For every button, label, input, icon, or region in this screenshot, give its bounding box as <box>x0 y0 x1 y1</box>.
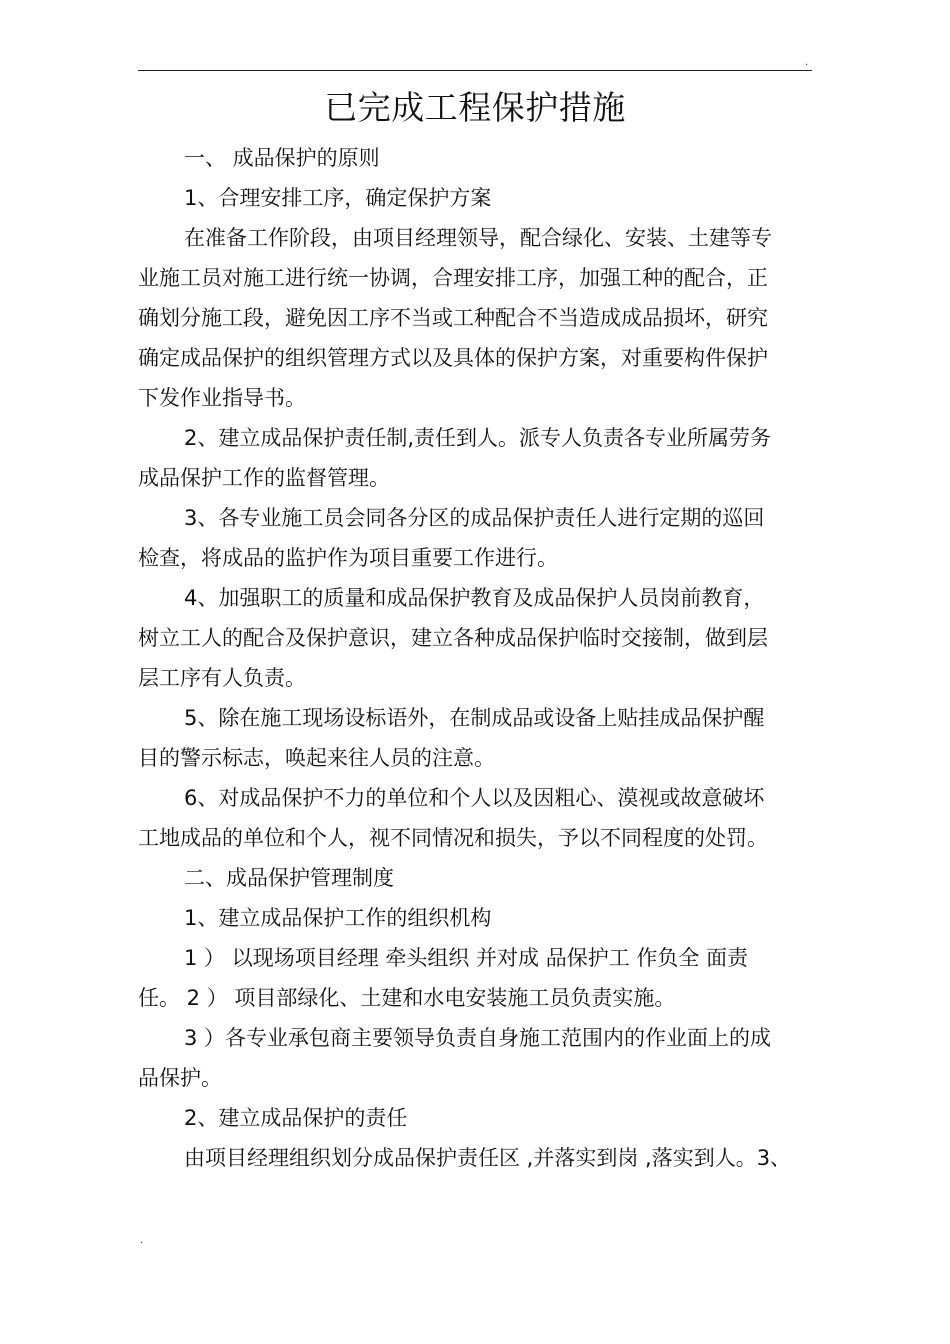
text-line: 6、对成品保护不力的单位和个人以及因粗心、漠视或故意破坏 <box>184 786 765 810</box>
footer-mark: . <box>140 1235 144 1246</box>
text-line: 确定成品保护的组织管理方式以及具体的保护方案，对重要构件保护 <box>138 346 768 370</box>
header-rule <box>138 70 812 71</box>
text-line: 4、加强职工的质量和成品保护教育及成品保护人员岗前教育， <box>184 586 765 610</box>
text-line: 树立工人的配合及保护意识，建立各种成品保护临时交接制，做到层 <box>138 626 768 650</box>
text-line: 品保护。 <box>138 1066 222 1090</box>
text-line: 在准备工作阶段，由项目经理领导，配合绿化、安装、土建等专 <box>184 226 772 250</box>
text-line: 1 ） 以现场项目经理 牵头组织 并对成 品保护工 作负全 面责 <box>184 946 749 970</box>
text-line: 检查，将成品的监护作为项目重要工作进行。 <box>138 546 558 570</box>
text-line: 5、除在施工现场设标语外，在制成品或设备上贴挂成品保护醒 <box>184 706 765 730</box>
text-line: 2、建立成品保护的责任 <box>184 1106 408 1130</box>
text-line: 3 ）各专业承包商主要领导负责自身施工范围内的作业面上的成 <box>184 1026 772 1050</box>
text-line: 1、合理安排工序，确定保护方案 <box>184 186 492 210</box>
text-line: 目的警示标志，唤起来往人员的注意。 <box>138 746 495 770</box>
text-line: 任。 2 ） 项目部绿化、土建和水电安装施工员负责实施。 <box>138 986 676 1010</box>
text-line: 下发作业指导书。 <box>138 386 306 410</box>
text-line: 二、成品保护管理制度 <box>184 866 394 890</box>
document-title: 已完成工程保护措施 <box>324 88 626 127</box>
document-body <box>138 138 812 1178</box>
text-line: 工地成品的单位和个人，视不同情况和损失，予以不同程度的处罚。 <box>138 826 768 850</box>
text-line: 由项目经理组织划分成品保护责任区 ,并落实到岗 ,落实到人。3、 <box>184 1146 792 1170</box>
text-line: 成品保护工作的监督管理。 <box>138 466 390 490</box>
text-line: 2、建立成品保护责任制,责任到人。派专人负责各专业所属劳务 <box>184 426 772 450</box>
text-line: 一、 成品保护的原则 <box>184 146 380 170</box>
text-line: 3、各专业施工员会同各分区的成品保护责任人进行定期的巡回 <box>184 506 765 530</box>
text-line: 确划分施工段，避免因工序不当或工种配合不当造成成品损坏，研究 <box>138 306 768 330</box>
text-line: 层工序有人负责。 <box>138 666 306 690</box>
text-line: 业施工员对施工进行统一协调，合理安排工序，加强工种的配合，正 <box>138 266 768 290</box>
text-line: 1、建立成品保护工作的组织机构 <box>184 906 492 930</box>
header-mark: . <box>805 57 809 68</box>
